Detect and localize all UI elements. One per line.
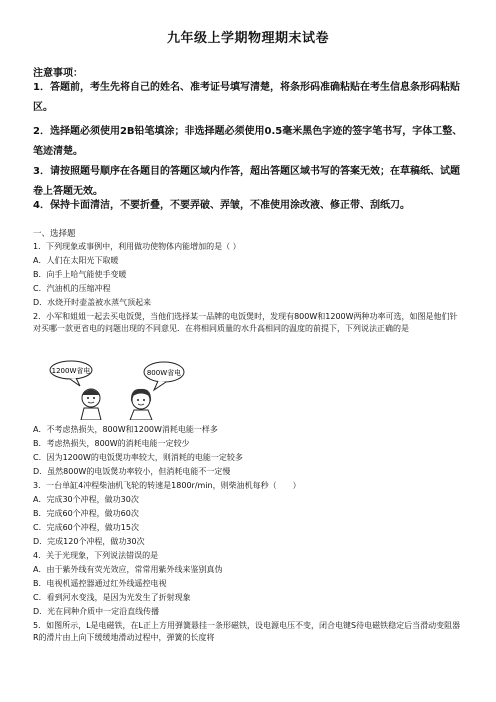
question-1-stem: 1．下列现象或事例中，利用做功使物体内能增加的是（ ） bbox=[33, 242, 241, 251]
note-item: 3．请按照题号顺序在各题目的答题区域内作答，超出答题区域书写的答案无效；在草稿纸、试题卷上答题无效。 bbox=[33, 166, 460, 197]
question-4-stem: 4．关于光现象，下列说法错误的是 bbox=[33, 551, 159, 560]
question-2-option: B．考虑热损失，800W的消耗电能一定较少 bbox=[33, 439, 190, 448]
note-item: 2．选择题必须使用2B铅笔填涂；非选择题必须使用0.5毫米黑色字迹的签字笔书写，字体工整、笔迹清楚。 bbox=[33, 126, 463, 157]
question-4-option: D．光在同种介质中一定沿直线传播 bbox=[33, 607, 160, 616]
question-2-option: C．因为1200W的电饭煲功率较大，则消耗的电能一定较多 bbox=[33, 453, 243, 462]
question-3-option: B．完成60个冲程，做功60次 bbox=[33, 509, 139, 518]
question-4-option: A．由于紫外线有荧光效应，常常用紫外线来鉴别真伪 bbox=[33, 565, 223, 574]
question-2-option: D．虽然800W的电饭煲功率较小，但消耗电能不一定慢 bbox=[33, 467, 231, 476]
section-title: 一、选择题 bbox=[33, 229, 76, 239]
bubble-right-text: 800W省电 bbox=[146, 369, 182, 377]
notes-heading: 注意事项： bbox=[33, 68, 83, 79]
question-1-option: B．向手上哈气能使手变暖 bbox=[33, 270, 127, 279]
question-3-stem: 3．一台单缸4冲程柴油机飞轮的转速是1800r/min，则柴油机每秒（ ） bbox=[33, 481, 301, 490]
question-3-option: D．完成120个冲程，做功30次 bbox=[33, 537, 145, 546]
shopping-debate-illustration bbox=[46, 360, 196, 420]
question-2-option: A．不考虑热损失，800W和1200W消耗电能一样多 bbox=[33, 425, 218, 434]
question-1-option: A．人们在太阳光下取暖 bbox=[33, 256, 119, 265]
question-4-option: C．看到河水变浅，是因为光发生了折射现象 bbox=[33, 593, 191, 602]
question-4-option: B．电视机遥控器通过红外线遥控电视 bbox=[33, 579, 167, 588]
note-item: 1．答题前，考生先将自己的姓名、准考证号填写清楚，将条形码准确粘贴在考生信息条形码粘贴区。 bbox=[33, 82, 460, 113]
note-item: 4．保持卡面清洁，不要折叠，不要弄破、弄皱，不准使用涂改液、修正带、刮纸刀。 bbox=[33, 200, 410, 211]
question-1-option: D．水烧开时壶盖被水蒸气顶起来 bbox=[33, 298, 152, 307]
question-1-option: C．汽油机的压缩冲程 bbox=[33, 284, 111, 293]
question-2-stem: 2．小军和姐姐一起去买电饭煲，当他们选择某一品牌的电饭煲时，发现有800W和1200W两种功率可选，如图是他们针对买哪一款更省电的问题出现的不同意见．在将相同质量的水升高相同的温度的前提下，下列说法正确的是 bbox=[33, 312, 458, 333]
question-5-stem: 5．如图所示，L是电磁铁，在L正上方用弹簧悬挂一条形磁铁，设电源电压不变，闭合电键S待电磁铁稳定后当滑动变阻器R的滑片由上向下缓缓地滑动过程中，弹簧的长度将 bbox=[33, 621, 461, 642]
bubble-left-text: 1200W省电 bbox=[51, 367, 91, 375]
boy-figure bbox=[81, 389, 101, 420]
question-3-option: A．完成30个冲程，做功30次 bbox=[33, 495, 139, 504]
question-3-option: C．完成60个冲程，做功15次 bbox=[33, 523, 139, 532]
page-title: 九年级上学期物理期末试卷 bbox=[166, 31, 329, 46]
girl-figure bbox=[130, 389, 152, 420]
